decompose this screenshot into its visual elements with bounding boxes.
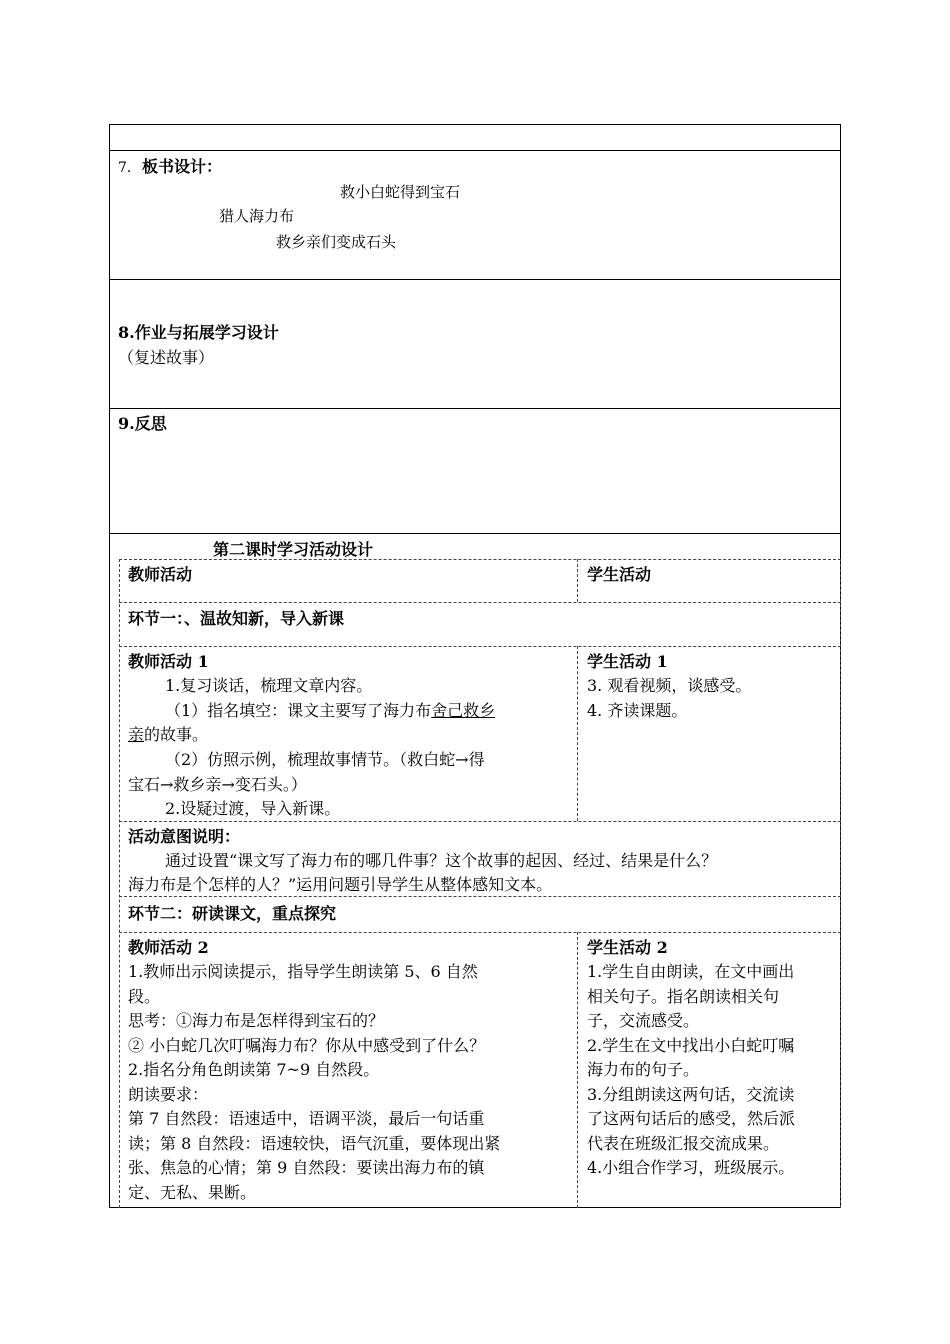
stage2-teacher-line: 第 7 自然段：语速适中，语调平淡，最后一句话重: [128, 1109, 485, 1128]
stage2-student-line: 相关句子。指名朗读相关句: [587, 987, 780, 1006]
grid-line: [577, 932, 578, 1208]
stage2-teacher-line: ② 小白蛇几次叮嘱海力布？你从中感受到了什么？: [128, 1036, 486, 1055]
grid-line: [119, 932, 841, 933]
stage1-student-line: 3. 观看视频，谈感受。: [587, 676, 752, 695]
section8-title: 8.作业与拓展学习设计: [118, 323, 279, 342]
stage1-teacher-line: 宝石→救乡亲→变石头。）: [128, 775, 307, 794]
stage1-intent-line: 海力布是个怎样的人？”运用问题引导学生从整体感知文本。: [128, 875, 553, 894]
board-line-1: 救小白蛇得到宝石: [340, 183, 461, 201]
stage2-teacher-line: 段。: [128, 987, 161, 1006]
stage2-student-line: 海力布的句子。: [587, 1060, 700, 1079]
grid-line: [577, 559, 578, 602]
stage2-student-line: 子，交流感受。: [587, 1011, 700, 1030]
stage2-teacher-line: 1.教师出示阅读提示，指导学生朗读第 5、6 自然: [128, 962, 478, 981]
section7-title: 板书设计：: [142, 157, 223, 176]
stage1-intent-line: 通过设置“课文写了海力布的哪几件事？这个故事的起因、经过、结果是什么？: [165, 851, 718, 870]
grid-line: [119, 559, 841, 560]
stage2-teacher-line: 张、焦急的心情；第 9 自然段：要读出海力布的镇: [128, 1158, 485, 1177]
stage2-student-line: 3.分组朗读这两句话，交流读: [587, 1085, 795, 1104]
stage1-teacher-line: 亲的故事。: [128, 725, 209, 744]
grid-line: [119, 821, 841, 822]
row-divider: [109, 533, 841, 534]
section8-content: （复述故事）: [118, 348, 215, 367]
stage1-student-line: 4. 齐读课题。: [587, 701, 688, 720]
stage1-teacher-line: 1.复习谈话，梳理文章内容。: [165, 676, 373, 695]
stage2-student-line: 了这两句话后的感受，然后派: [587, 1109, 796, 1128]
stage1-teacher-line: （2）仿照示例，梳理故事情节。（救白蛇→得: [165, 750, 485, 769]
lesson2-title: 第二课时学习活动设计: [213, 540, 374, 559]
stage1-student-title: 学生活动 1: [587, 652, 668, 671]
stage2-title: 环节二：研读课文，重点探究: [128, 904, 337, 923]
board-line-2: 猎人海力布: [219, 207, 295, 225]
stage2-teacher-line: 定、无私、果断。: [128, 1183, 257, 1202]
stage1-teacher-line: （1）指名填空：课文主要写了海力布舍己救乡: [165, 701, 496, 720]
stage2-teacher-line: 思考：①海力布是怎样得到宝石的？: [128, 1011, 385, 1030]
stage2-teacher-line: 读；第 8 自然段：语速较快，语气沉重，要体现出紧: [128, 1134, 501, 1153]
section9-title: 9.反思: [118, 414, 167, 433]
header-student-activity: 学生活动: [587, 565, 652, 584]
stage2-student-title: 学生活动 2: [587, 938, 668, 957]
grid-line: [119, 646, 841, 647]
stage2-student-line: 4.小组合作学习，班级展示。: [587, 1158, 795, 1177]
section7-number: 7.: [118, 160, 132, 176]
stage1-teacher-title: 教师活动 1: [128, 652, 209, 671]
grid-line: [119, 559, 120, 1208]
board-line-3: 救乡亲们变成石头: [276, 233, 397, 251]
row-divider: [109, 150, 841, 151]
stage1-intent-title: 活动意图说明：: [128, 827, 241, 846]
grid-line: [577, 646, 578, 821]
stage2-student-line: 2.学生在文中找出小白蛇叮嘱: [587, 1036, 795, 1055]
stage2-student-line: 代表在班级汇报交流成果。: [587, 1134, 780, 1153]
stage2-teacher-line: 朗读要求：: [128, 1085, 209, 1104]
grid-line: [840, 559, 841, 1208]
header-teacher-activity: 教师活动: [128, 565, 193, 584]
stage2-teacher-line: 2.指名分角色朗读第 7~9 自然段。: [128, 1060, 380, 1079]
stage1-title: 环节一：、温故知新，导入新课: [128, 609, 345, 628]
row-divider: [109, 279, 841, 280]
grid-line: [119, 602, 841, 603]
row-divider: [109, 408, 841, 409]
stage2-teacher-title: 教师活动 2: [128, 938, 209, 957]
stage2-student-line: 1.学生自由朗读，在文中画出: [587, 962, 795, 981]
stage1-teacher-line: 2.设疑过渡，导入新课。: [165, 799, 341, 818]
